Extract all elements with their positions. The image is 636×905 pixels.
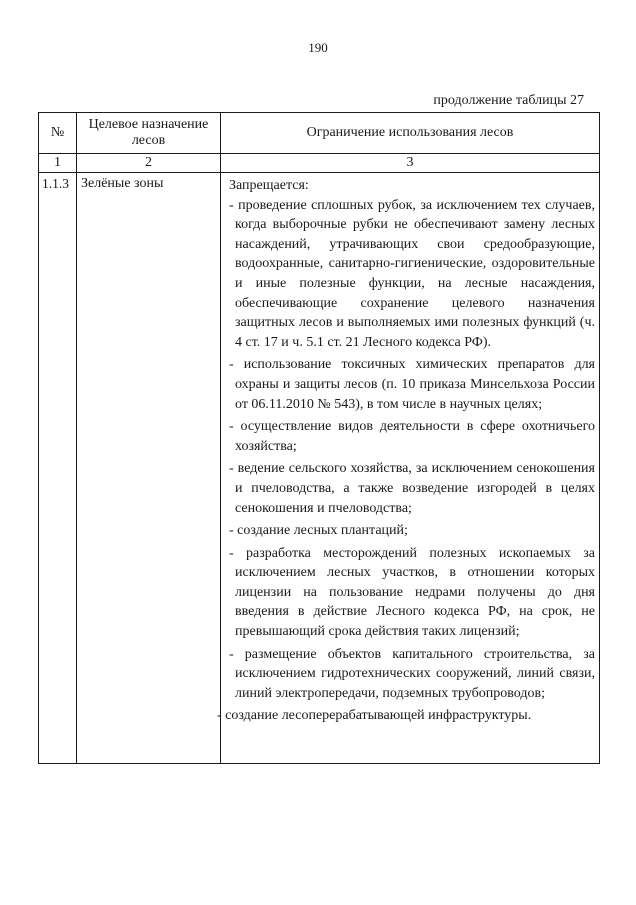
table-header-row bbox=[39, 113, 600, 154]
row-restrictions bbox=[217, 173, 600, 764]
restrictions-table bbox=[38, 112, 600, 764]
restrictions-intro: Запрещается: bbox=[229, 178, 309, 193]
restriction-item: - создание лесных плантаций; bbox=[229, 523, 408, 539]
row-purpose: Зелёные зоны bbox=[77, 173, 221, 764]
header-number: № bbox=[39, 113, 77, 154]
restriction-item: - создание лесоперерабатывающей инфраструктуры. bbox=[217, 708, 532, 724]
restriction-item: - размещение объектов капитального строительства, за исключением гидротехнических сооружений, линий связи, линий электропередачи, подземных трубопроводов; bbox=[229, 646, 595, 701]
restriction-item: - разработка месторождений полезных ископаемых за исключением лесных участков, в отношении которых лицензии на пользование недрами получены до дня введения в действие Лесного кодекса РФ, на срок, не превышающий срока действия таких лицензий; bbox=[229, 545, 595, 640]
restriction-item: - проведение сплошных рубок, за исключением тех случаев, когда выборочные рубки не обеспечивают замену лесных насаждений, утрачивающих свои средообразующие, водоохранные, санитарно-гигиенические, оздоровительные и иные полезные функции, на лесные насаждения, обеспечивающие сохранение целевого назначения защитных лесов и выполняемых ими полезных функций (ч. 4 ст. 17 и ч. 5.1 ст. 21 Лесного кодекса РФ). bbox=[229, 197, 595, 350]
restriction-item: - осуществление видов деятельности в сфере охотничьего хозяйства; bbox=[229, 419, 595, 454]
column-number-row bbox=[39, 154, 600, 173]
column-number-1: 1 bbox=[39, 154, 77, 173]
header-use-restriction: Ограничение использования лесов bbox=[221, 113, 600, 154]
row-code: 1.1.3 bbox=[39, 173, 77, 764]
header-forest-purpose: Целевое назначение лесов bbox=[77, 113, 221, 154]
table-row bbox=[39, 173, 600, 764]
restriction-item: - ведение сельского хозяйства, за исключением сенокошения и пчеловодства, а также возведение изгородей в целях сенокошения и пчеловодства; bbox=[229, 461, 595, 516]
restriction-item: - использование токсичных химических препаратов для охраны и защиты лесов (п. 10 приказа Минсельхоза России от 06.11.2010 № 543), в том числе в научных целях; bbox=[229, 357, 595, 412]
column-number-3: 3 bbox=[221, 154, 600, 173]
page-number: 190 bbox=[308, 40, 328, 55]
table-caption: продолжение таблицы 27 bbox=[433, 93, 584, 108]
column-number-2: 2 bbox=[77, 154, 221, 173]
